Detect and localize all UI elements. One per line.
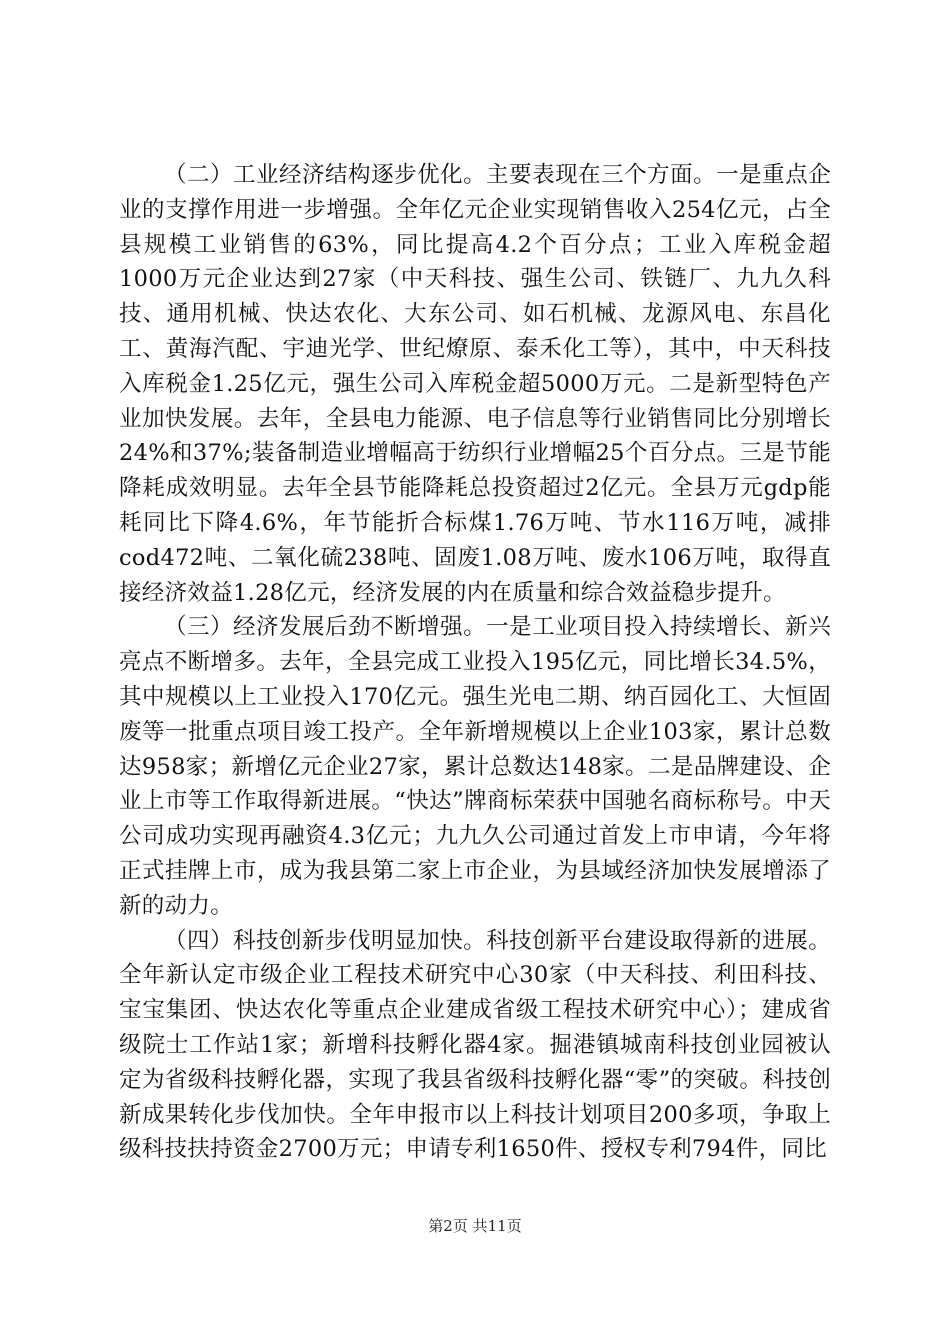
document-body: [119, 158, 831, 1167]
page-total: 共11页: [472, 1217, 522, 1235]
page-footer: [0, 1216, 950, 1236]
page-number: 第2页: [428, 1217, 468, 1235]
paragraph-development-momentum: （三）经济发展后劲不断增强。一是工业项目投入持续增长、新兴亮点不断增多。去年，全县完成工业投入195亿元，同比增长34.5%，其中规模以上工业投入170亿元。强生光电二期、纳百园化工、大恒固废等一批重点项目竣工投产。全年新增规模以上企业103家，累计总数达958家；新增亿元企业27家，累计总数达148家。二是品牌建设、企业上市等工作取得新进展。“快达”牌商标荣获中国驰名商标称号。中天公司成功实现再融资4.3亿元；九九久公司通过首发上市申请，今年将正式挂牌上市，成为我县第二家上市企业，为县域经济加快发展增添了新的动力。: [119, 614, 831, 919]
paragraph-tech-innovation: （四）科技创新步伐明显加快。科技创新平台建设取得新的进展。全年新认定市级企业工程技术研究中心30家（中天科技、利田科技、宝宝集团、快达农化等重点企业建成省级工程技术研究中心）；建成省级院士工作站1家；新增科技孵化器4家。掘港镇城南科技创业园被认定为省级科技孵化器，实现了我县省级科技孵化器“零”的突破。科技创新成果转化步伐加快。全年申报市以上科技计划项目200多项，争取上级科技扶持资金2700万元；申请专利1650件、授权专利794件，同比: [119, 927, 831, 1163]
paragraph-industrial-structure: （二）工业经济结构逐步优化。主要表现在三个方面。一是重点企业的支撑作用进一步增强。全年亿元企业实现销售收入254亿元，占全县规模工业销售的63%，同比提高4.2个百分点；工业入库税金超1000万元企业达到27家（中天科技、强生公司、铁链厂、九九久科技、通用机械、快达农化、大东公司、如石机械、龙源风电、东昌化工、黄海汽配、宇迪光学、世纪燎原、泰禾化工等），其中，中天科技入库税金1.25亿元，强生公司入库税金超5000万元。二是新型特色产业加快发展。去年，全县电力能源、电子信息等行业销售同比分别增长24%和37%;装备制造业增幅高于纺织行业增幅25个百分点。三是节能降耗成效明显。去年全县节能降耗总投资超过2亿元。全县万元gdp能耗同比下降4.6%，年节能折合标煤1.76万吨、节水116万吨，减排cod472吨、二氧化硫238吨、固废1.08万吨、废水106万吨，取得直接经济效益1.28亿元，经济发展的内在质量和综合效益稳步提升。: [119, 162, 831, 606]
